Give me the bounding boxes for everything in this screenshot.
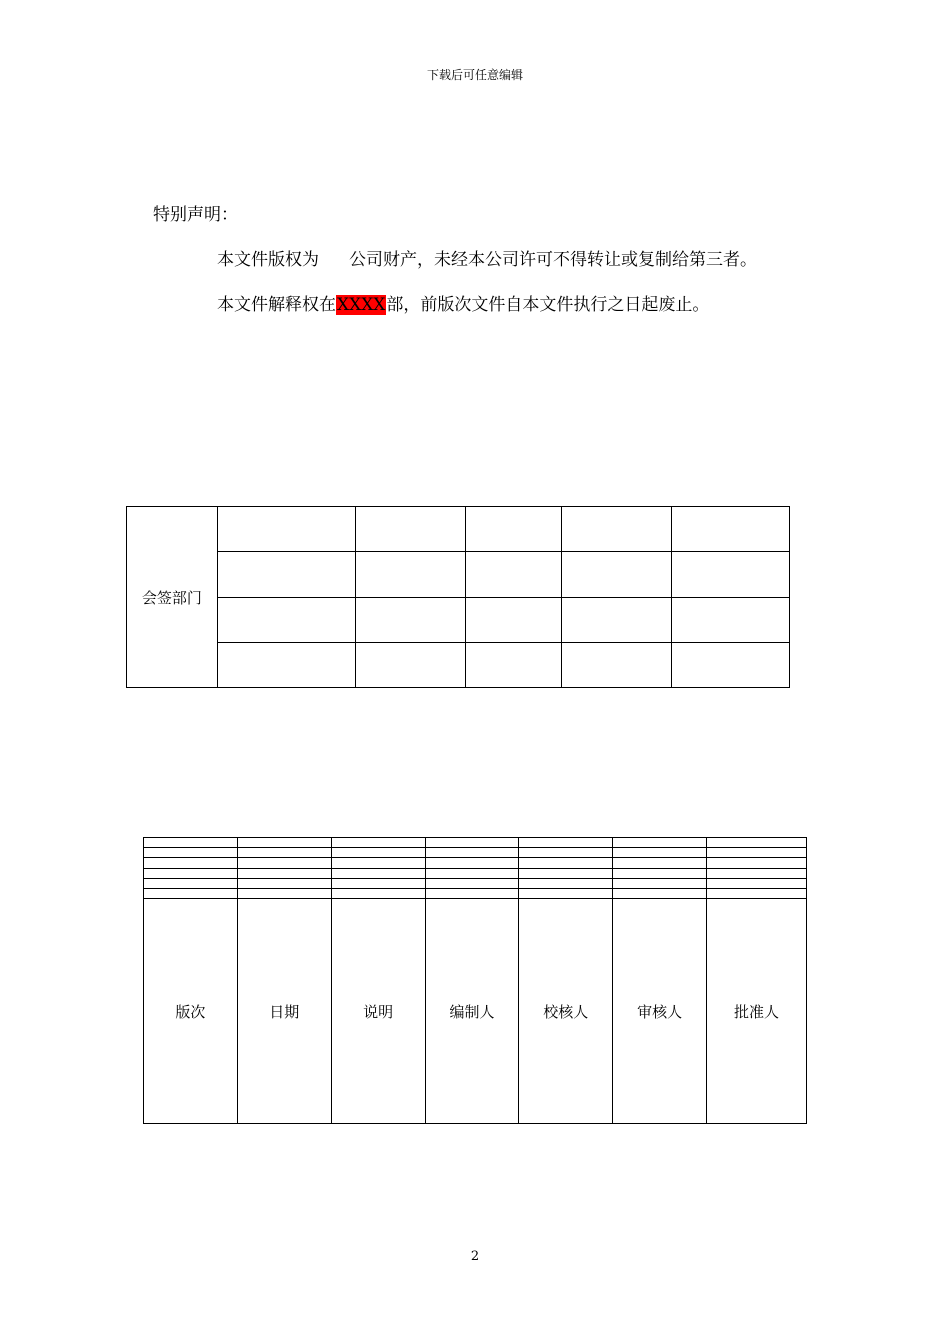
revision-cell[interactable]	[519, 878, 613, 888]
revision-cell[interactable]	[425, 848, 519, 858]
revision-cell[interactable]	[707, 838, 807, 848]
table-row	[144, 838, 807, 848]
revision-cell[interactable]	[237, 848, 331, 858]
revision-history-table	[143, 837, 807, 1124]
signoff-cell[interactable]	[672, 597, 790, 642]
table-row	[127, 552, 790, 597]
signoff-cell[interactable]	[355, 552, 466, 597]
revision-cell[interactable]	[707, 848, 807, 858]
revision-cell[interactable]	[425, 838, 519, 848]
table-row	[127, 597, 790, 642]
copyright-text-end: 公司财产，未经本公司许可不得转让或复制给第三者。	[349, 250, 757, 270]
revision-cell[interactable]	[707, 858, 807, 868]
revision-cell[interactable]	[331, 868, 425, 878]
table-row	[127, 507, 790, 552]
signoff-cell[interactable]	[355, 597, 466, 642]
table-row	[144, 889, 807, 899]
table-row	[144, 878, 807, 888]
revision-cell[interactable]	[331, 848, 425, 858]
revision-cell[interactable]	[237, 889, 331, 899]
signoff-department-label: 会签部门	[127, 507, 218, 688]
notice-title: 特别声明：	[153, 205, 238, 225]
header-description: 说明	[331, 899, 425, 1124]
signoff-cell[interactable]	[217, 507, 355, 552]
table-row	[144, 848, 807, 858]
header-note: 下载后可任意编辑	[426, 68, 523, 82]
revision-cell[interactable]	[613, 878, 707, 888]
signoff-cell[interactable]	[672, 642, 790, 687]
revision-cell[interactable]	[613, 868, 707, 878]
signoff-cell[interactable]	[466, 642, 562, 687]
signoff-cell[interactable]	[466, 552, 562, 597]
revision-cell[interactable]	[144, 868, 238, 878]
header-reviewer: 审核人	[613, 899, 707, 1124]
revision-cell[interactable]	[144, 848, 238, 858]
revision-cell[interactable]	[519, 848, 613, 858]
department-placeholder-highlight: XXXX	[337, 295, 386, 315]
signoff-cell[interactable]	[466, 597, 562, 642]
revision-cell[interactable]	[613, 848, 707, 858]
signoff-cell[interactable]	[562, 507, 672, 552]
signoff-cell[interactable]	[562, 642, 672, 687]
revision-cell[interactable]	[707, 889, 807, 899]
revision-cell[interactable]	[519, 838, 613, 848]
copyright-statement	[217, 245, 757, 270]
revision-cell[interactable]	[707, 878, 807, 888]
revision-cell[interactable]	[613, 838, 707, 848]
table-row	[127, 642, 790, 687]
signoff-cell[interactable]	[217, 552, 355, 597]
signoff-cell[interactable]	[466, 507, 562, 552]
revision-cell[interactable]	[707, 868, 807, 878]
signoff-cell[interactable]	[672, 552, 790, 597]
signoff-cell[interactable]	[355, 642, 466, 687]
signoff-cell[interactable]	[217, 597, 355, 642]
signoff-cell[interactable]	[672, 507, 790, 552]
revision-cell[interactable]	[425, 889, 519, 899]
revision-cell[interactable]	[237, 868, 331, 878]
revision-cell[interactable]	[425, 878, 519, 888]
revision-cell[interactable]	[519, 858, 613, 868]
revision-cell[interactable]	[519, 889, 613, 899]
revision-cell[interactable]	[331, 858, 425, 868]
header-approver: 批准人	[707, 899, 807, 1124]
header-checker: 校核人	[519, 899, 613, 1124]
signoff-cell[interactable]	[217, 642, 355, 687]
signoff-cell[interactable]	[355, 507, 466, 552]
revision-cell[interactable]	[613, 889, 707, 899]
header-date: 日期	[237, 899, 331, 1124]
revision-cell[interactable]	[425, 858, 519, 868]
signoff-cell[interactable]	[562, 597, 672, 642]
revision-cell[interactable]	[519, 868, 613, 878]
revision-cell[interactable]	[237, 858, 331, 868]
revision-cell[interactable]	[237, 878, 331, 888]
revision-cell[interactable]	[425, 868, 519, 878]
signoff-cell[interactable]	[562, 552, 672, 597]
revision-cell[interactable]	[331, 838, 425, 848]
interpretation-text-start: 本文件解释权在	[217, 295, 336, 315]
revision-cell[interactable]	[331, 878, 425, 888]
revision-cell[interactable]	[144, 838, 238, 848]
revision-cell[interactable]	[331, 889, 425, 899]
table-row	[144, 868, 807, 878]
interpretation-statement	[217, 290, 709, 315]
revision-cell[interactable]	[144, 858, 238, 868]
revision-cell[interactable]	[237, 838, 331, 848]
revision-cell[interactable]	[144, 878, 238, 888]
page-number: 2	[470, 1249, 480, 1264]
revision-header-row	[144, 899, 807, 1124]
copyright-text-start: 本文件版权为	[217, 250, 319, 270]
revision-cell[interactable]	[613, 858, 707, 868]
table-row	[144, 858, 807, 868]
header-version: 版次	[144, 899, 238, 1124]
signoff-table	[126, 506, 790, 688]
interpretation-text-end: 部，前版次文件自本文件执行之日起废止。	[386, 295, 710, 315]
header-author: 编制人	[425, 899, 519, 1124]
revision-cell[interactable]	[144, 889, 238, 899]
